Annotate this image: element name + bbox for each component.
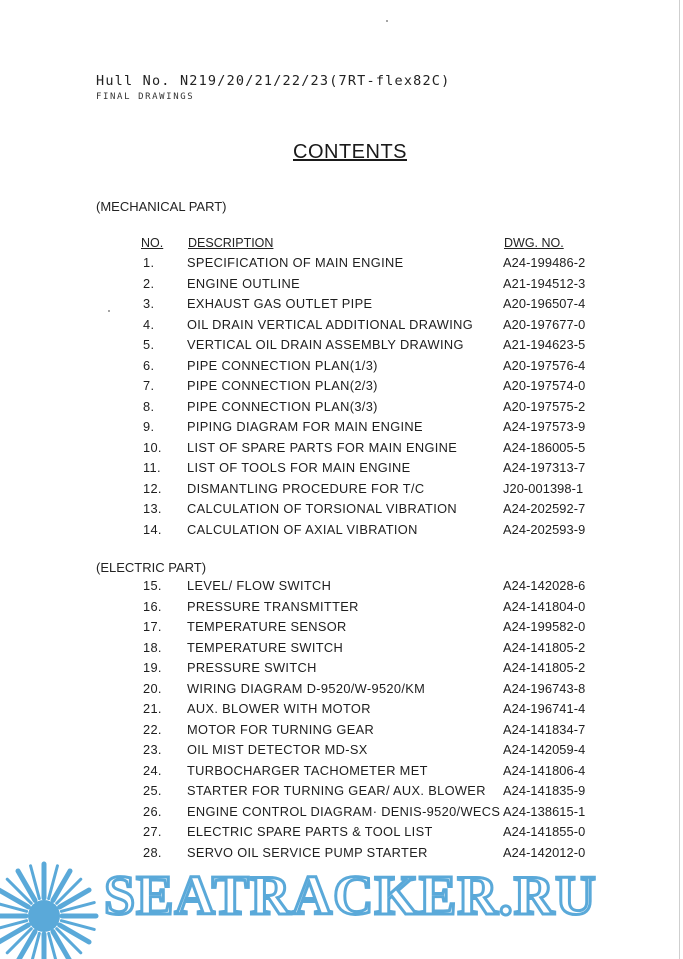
item-drawing-number: A24-142028-6 (503, 578, 586, 593)
item-drawing-number: A24-186005-5 (503, 439, 586, 455)
item-description: SERVO OIL SERVICE PUMP STARTER (187, 844, 428, 860)
item-description: PRESSURE SWITCH (187, 660, 317, 675)
item-drawing-number: A24-197573-9 (503, 419, 586, 434)
item-number: 8. (143, 398, 155, 414)
list-item (0, 599, 683, 617)
item-description: ELECTRIC SPARE PARTS & TOOL LIST (187, 824, 433, 839)
list-item (0, 399, 683, 417)
list-item (0, 783, 683, 801)
list-item (0, 419, 683, 437)
item-drawing-number: A24-199486-2 (503, 255, 586, 270)
item-number: 27. (143, 824, 162, 839)
item-description: TEMPERATURE SWITCH (187, 639, 344, 655)
list-item (0, 255, 683, 273)
item-number: 24. (143, 762, 162, 778)
item-drawing-number: A24-197313-7 (503, 460, 586, 475)
item-number: 10. (143, 439, 162, 455)
item-description: AUX. BLOWER WITH MOTOR (187, 701, 371, 716)
item-number: 2. (143, 275, 155, 291)
list-item (0, 378, 683, 396)
item-number: 3. (143, 296, 155, 311)
item-number: 22. (143, 721, 162, 737)
item-drawing-number: A21-194512-3 (503, 275, 586, 291)
item-description: LIST OF TOOLS FOR MAIN ENGINE (187, 460, 411, 475)
item-number: 9. (143, 419, 155, 434)
list-item (0, 522, 683, 540)
item-description: VERTICAL OIL DRAIN ASSEMBLY DRAWING (187, 337, 464, 352)
item-drawing-number: A20-197576-4 (503, 357, 586, 373)
item-drawing-number: A21-194623-5 (503, 337, 586, 352)
item-description: MOTOR FOR TURNING GEAR (187, 721, 375, 737)
item-number: 12. (143, 480, 162, 496)
column-header-description: DESCRIPTION (188, 236, 274, 250)
watermark-text: SEATRACKER.RU (104, 865, 597, 927)
item-number: 14. (143, 521, 162, 537)
item-drawing-number: A24-141806-4 (503, 762, 586, 778)
sun-icon (0, 864, 96, 959)
item-description: LEVEL/ FLOW SWITCH (187, 578, 332, 593)
item-description: OIL MIST DETECTOR MD-SX (187, 742, 368, 757)
list-item (0, 660, 683, 678)
item-number: 13. (143, 501, 162, 516)
item-drawing-number: A24-196743-8 (503, 680, 586, 696)
item-number: 23. (143, 742, 162, 757)
item-description: STARTER FOR TURNING GEAR/ AUX. BLOWER (187, 783, 486, 798)
item-drawing-number: A24-141804-0 (503, 598, 586, 614)
item-description: TURBOCHARGER TACHOMETER MET (187, 762, 428, 778)
list-item (0, 619, 683, 637)
column-header-dwg: DWG. NO. (504, 236, 564, 250)
item-description: DISMANTLING PROCEDURE FOR T/C (187, 480, 425, 496)
item-drawing-number: A24-142012-0 (503, 844, 586, 860)
item-drawing-number: A20-197677-0 (503, 316, 586, 332)
item-drawing-number: A24-199582-0 (503, 619, 586, 634)
item-drawing-number: A24-141805-2 (503, 660, 586, 675)
item-drawing-number: A24-141834-7 (503, 721, 586, 737)
item-description: ENGINE OUTLINE (187, 275, 300, 291)
list-item (0, 804, 683, 822)
electric-section-label: (ELECTRIC PART) (96, 560, 207, 575)
item-description: CALCULATION OF TORSIONAL VIBRATION (187, 501, 458, 516)
item-description: PIPE CONNECTION PLAN(3/3) (187, 398, 378, 414)
list-item (0, 440, 683, 458)
list-item (0, 640, 683, 658)
item-drawing-number: A24-202593-9 (503, 521, 586, 537)
item-description: PRESSURE TRANSMITTER (187, 598, 359, 614)
mechanical-section-label: (MECHANICAL PART) (96, 199, 227, 214)
item-description: PIPE CONNECTION PLAN(2/3) (187, 378, 378, 393)
item-number: 21. (143, 701, 162, 716)
item-number: 20. (143, 680, 162, 696)
item-number: 19. (143, 660, 162, 675)
list-item (0, 460, 683, 478)
item-description: TEMPERATURE SENSOR (187, 619, 347, 634)
item-number: 15. (143, 578, 162, 593)
item-drawing-number: A20-197575-2 (503, 398, 586, 414)
list-item (0, 481, 683, 499)
hull-number: Hull No. N219/20/21/22/23(7RT-flex82C) (96, 73, 451, 89)
list-item (0, 824, 683, 842)
item-description: PIPING DIAGRAM FOR MAIN ENGINE (187, 419, 423, 434)
item-number: 17. (143, 619, 162, 634)
item-number: 28. (143, 844, 162, 860)
item-description: SPECIFICATION OF MAIN ENGINE (187, 255, 404, 270)
item-drawing-number: A20-197574-0 (503, 378, 586, 393)
list-item (0, 358, 683, 376)
list-item (0, 701, 683, 719)
item-drawing-number: A24-196741-4 (503, 701, 586, 716)
item-description: PIPE CONNECTION PLAN(1/3) (187, 357, 378, 373)
scan-speck (386, 20, 388, 22)
item-number: 4. (143, 316, 155, 332)
list-item (0, 276, 683, 294)
list-item (0, 501, 683, 519)
list-item (0, 317, 683, 335)
item-description: WIRING DIAGRAM D-9520/W-9520/KM (187, 680, 426, 696)
item-number: 5. (143, 337, 155, 352)
item-number: 25. (143, 783, 162, 798)
list-item (0, 742, 683, 760)
page-title: CONTENTS (293, 141, 407, 163)
item-number: 26. (143, 803, 162, 819)
item-description: ENGINE CONTROL DIAGRAM· DENIS-9520/WECS (187, 803, 501, 819)
item-description: LIST OF SPARE PARTS FOR MAIN ENGINE (187, 439, 458, 455)
item-description: EXHAUST GAS OUTLET PIPE (187, 296, 373, 311)
list-item (0, 722, 683, 740)
column-header-no: NO. (141, 236, 164, 250)
item-number: 6. (143, 357, 155, 373)
document-subtitle: FINAL DRAWINGS (96, 92, 195, 102)
list-item (0, 337, 683, 355)
item-drawing-number: A24-141855-0 (503, 824, 586, 839)
item-number: 16. (143, 598, 162, 614)
item-drawing-number: A24-138615-1 (503, 803, 586, 819)
item-drawing-number: A24-141835-9 (503, 783, 586, 798)
item-drawing-number: A20-196507-4 (503, 296, 586, 311)
item-number: 18. (143, 639, 162, 655)
list-item (0, 681, 683, 699)
item-description: CALCULATION OF AXIAL VIBRATION (187, 521, 418, 537)
list-item (0, 763, 683, 781)
list-item (0, 296, 683, 314)
item-number: 7. (143, 378, 155, 393)
item-number: 11. (143, 460, 161, 475)
item-number: 1. (143, 255, 155, 270)
list-item (0, 578, 683, 596)
item-drawing-number: A24-202592-7 (503, 501, 586, 516)
item-drawing-number: A24-142059-4 (503, 742, 586, 757)
item-drawing-number: A24-141805-2 (503, 639, 586, 655)
item-description: OIL DRAIN VERTICAL ADDITIONAL DRAWING (187, 316, 473, 332)
item-drawing-number: J20-001398-1 (503, 480, 584, 496)
